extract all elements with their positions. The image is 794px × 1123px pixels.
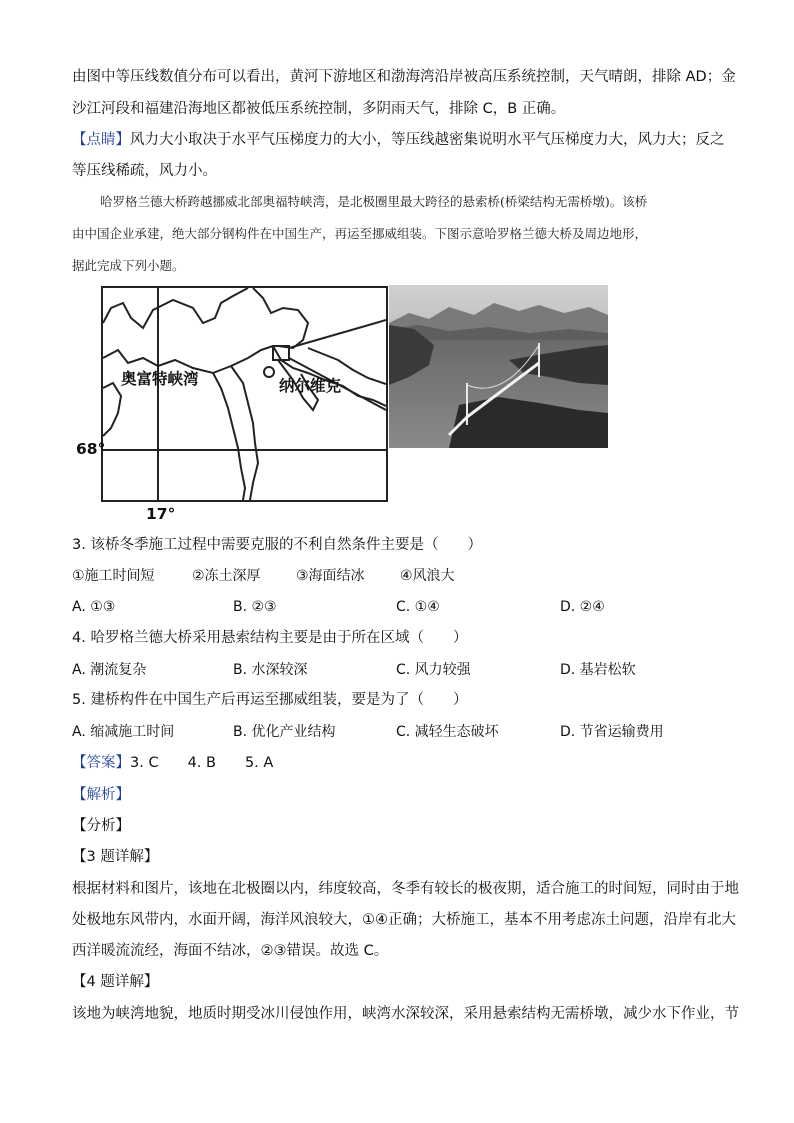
question-4-stem: 4. 哈罗格兰德大桥采用悬索结构主要是由于所在区域（ ） (72, 630, 468, 646)
answer-tag: 【答案】 (72, 755, 130, 771)
bridge-photo (389, 285, 608, 448)
q3-option-d[interactable]: D. ②④ (560, 599, 605, 615)
q3-option-a[interactable]: A. ①③ (72, 599, 116, 615)
q3-item: ④风浪大 (400, 568, 455, 584)
text-line: 等压线稀疏，风力小。 (72, 163, 217, 179)
q4-option-d[interactable]: D. 基岩松软 (560, 662, 636, 678)
text-line: 根据材料和图片，该地在北极圈以内，纬度较高，冬季有较长的极夜期，适合施工的时间短，同时由于地 (72, 881, 739, 897)
q5-option-b[interactable]: B. 优化产业结构 (233, 724, 336, 740)
q3-option-b[interactable]: B. ②③ (233, 599, 277, 615)
map-label-town: 纳尔维克 (279, 377, 342, 395)
question-5-stem: 5. 建桥构件在中国生产后再运至挪威组装，要是为了（ ） (72, 692, 468, 708)
intro-line: 据此完成下列小题。 (72, 258, 185, 273)
answer-line (72, 753, 273, 773)
text-line: 西洋暖流流经，海面不结冰，②③错误。故选 C。 (72, 943, 389, 959)
map-label-fjord: 奥富特峡湾 (121, 370, 199, 388)
q3-item: ②冻土深厚 (192, 568, 261, 584)
dianjing-paragraph (72, 130, 725, 150)
map-label-longitude: 17° (146, 505, 176, 523)
detail-3-tag: 【3 题详解】 (72, 849, 159, 865)
q5-option-d[interactable]: D. 节省运输费用 (560, 724, 664, 740)
q4-option-b[interactable]: B. 水深较深 (233, 662, 308, 678)
text-line: 沙江河段和福建沿海地区都被低压系统控制，多阴雨天气，排除 C，B 正确。 (72, 101, 566, 117)
fjord-map (101, 286, 388, 502)
text-line: 处极地东风带内，水面开阔，海洋风浪较大，①④正确；大桥施工，基本不用考虑冻土问题，沿岸有北大 (72, 912, 736, 928)
analysis-tag: 【解析】 (72, 787, 130, 803)
q3-item: ①施工时间短 (72, 568, 155, 584)
text-line: 该地为峡湾地貌，地质时期受冰川侵蚀作用，峡湾水深较深，采用悬索结构无需桥墩，减少水下作业，节 (72, 1006, 739, 1022)
detail-4-tag: 【4 题详解】 (72, 974, 159, 990)
map-label-latitude: 68° (76, 440, 106, 458)
question-3-stem: 3. 该桥冬季施工过程中需要克服的不利自然条件主要是（ ） (72, 537, 482, 553)
map-coastline-drawing (103, 288, 386, 500)
fenxi-tag: 【分析】 (72, 818, 130, 834)
answer-text: 3. C 4. B 5. A (130, 755, 274, 771)
q3-item: ③海面结冰 (296, 568, 365, 584)
q4-option-a[interactable]: A. 潮流复杂 (72, 662, 147, 678)
q3-option-c[interactable]: C. ①④ (396, 599, 440, 615)
q5-option-c[interactable]: C. 减轻生态破坏 (396, 724, 499, 740)
intro-line: 由中国企业承建，绝大部分钢构件在中国生产，再运至挪威组装。下图示意哈罗格兰德大桥及周边地形， (72, 226, 648, 241)
q4-option-c[interactable]: C. 风力较强 (396, 662, 471, 678)
dianjing-tag: 【点睛】 (72, 132, 130, 148)
text-line: 由图中等压线数值分布可以看出，黄河下游地区和渤海湾沿岸被高压系统控制，天气晴朗，排除 AD；金 (72, 69, 736, 85)
text-line: 风力大小取决于水平气压梯度力的大小，等压线越密集说明水平气压梯度力大，风力大；反之 (130, 132, 725, 148)
q5-option-a[interactable]: A. 缩减施工时间 (72, 724, 175, 740)
intro-line: 哈罗格兰德大桥跨越挪威北部奥福特峡湾，是北极圈里最大跨径的悬索桥(桥梁结构无需桥墩)。该桥 (100, 194, 648, 209)
